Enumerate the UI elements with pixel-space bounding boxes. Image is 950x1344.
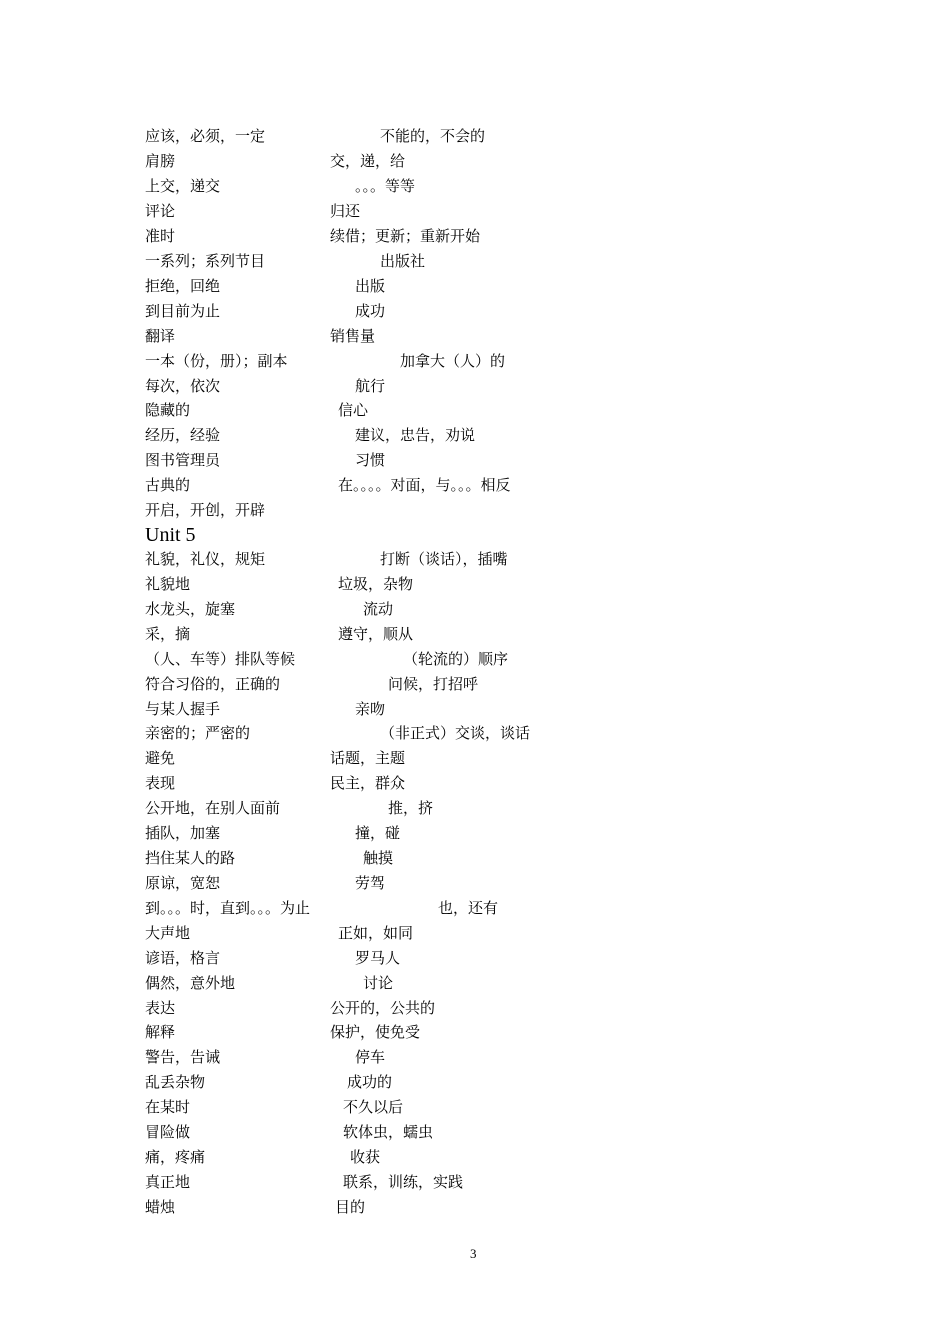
vocab-term-right: （非正式）交谈，谈话 xyxy=(380,724,531,743)
vocab-term-left: 评论 xyxy=(145,201,176,220)
vocab-term-right: 成功 xyxy=(355,301,386,320)
vocab-term-right: 劳驾 xyxy=(355,873,386,892)
vocab-term-left: 礼貌，礼仪，规矩 xyxy=(145,550,266,568)
vocab-term-right: 收获 xyxy=(350,1148,381,1167)
vocab-term-left: 翻译 xyxy=(145,326,176,345)
vocab-term-right: 续借；更新；重新开始 xyxy=(330,226,481,245)
vocab-term-left: 图书管理员 xyxy=(145,451,221,470)
vocab-term-right: 流动 xyxy=(363,599,394,618)
vocab-term-right: 触摸 xyxy=(363,849,394,868)
vocab-term-left: 水龙头，旋塞 xyxy=(145,599,236,618)
vocab-term-left: 准时 xyxy=(145,226,176,245)
vocab-term-left: 插队，加塞 xyxy=(145,824,221,843)
vocab-term-right: 成功的 xyxy=(347,1073,393,1092)
vocab-term-right: 垃圾，杂物 xyxy=(338,574,414,593)
vocab-term-left: 采，摘 xyxy=(145,624,191,643)
vocab-term-left: 挡住某人的路 xyxy=(145,849,236,868)
vocab-term-right: 也，还有 xyxy=(438,898,499,917)
vocab-term-right: 话题，主题 xyxy=(330,749,406,768)
vocab-term-right: 打断（谈话），插嘴 xyxy=(380,550,508,568)
vocab-term-right: 建议，忠告，劝说 xyxy=(355,426,476,445)
vocab-term-left: 表现 xyxy=(145,774,176,793)
vocab-term-left: 亲密的；严密的 xyxy=(145,724,251,743)
vocab-term-left: 到。。。时，直到。。。为止 xyxy=(145,898,311,917)
vocab-term-right: 软体虫，蠕虫 xyxy=(343,1123,434,1142)
vocab-term-right: （轮流的）顺序 xyxy=(403,649,509,668)
vocab-term-right: 罗马人 xyxy=(355,948,401,967)
page-number: 3 xyxy=(470,1246,477,1261)
vocab-term-left: 解释 xyxy=(145,1023,176,1042)
vocab-term-right: 联系，训练，实践 xyxy=(343,1173,464,1191)
vocab-term-right: 。。。等等 xyxy=(355,176,416,195)
vocab-term-left: （人、车等）排队等候 xyxy=(145,649,296,668)
vocab-term-left: 表达 xyxy=(145,998,176,1017)
vocab-term-left: 原谅，宽恕 xyxy=(145,873,221,892)
vocab-term-right: 推，挤 xyxy=(388,799,434,818)
vocab-term-left: 乱丢杂物 xyxy=(145,1073,206,1092)
vocab-term-right: 不能的，不会的 xyxy=(380,127,486,145)
vocab-term-right: 问候，打招呼 xyxy=(388,674,479,693)
vocab-term-left: 肩膀 xyxy=(145,151,176,170)
vocab-term-left: 符合习俗的，正确的 xyxy=(145,674,281,693)
vocab-term-left: 每次，依次 xyxy=(145,376,221,395)
vocab-term-right: 保护，使免受 xyxy=(330,1023,421,1042)
vocab-term-left: 公开地，在别人面前 xyxy=(145,799,281,818)
vocab-term-right: 公开的，公共的 xyxy=(330,998,436,1017)
vocab-term-right: 讨论 xyxy=(363,973,394,992)
vocab-term-left: 上交，递交 xyxy=(145,176,221,195)
vocab-term-left: 在某时 xyxy=(145,1098,191,1117)
vocab-term-right: 销售量 xyxy=(330,326,376,345)
vocab-term-left: 蜡烛 xyxy=(145,1197,176,1216)
vocab-term-left: 一系列；系列节目 xyxy=(145,251,266,270)
vocab-term-left: 冒险做 xyxy=(145,1123,191,1142)
vocab-term-right: 出版 xyxy=(355,276,386,295)
vocab-term-right: 遵守，顺从 xyxy=(338,624,414,643)
vocab-term-right: 出版社 xyxy=(380,251,426,270)
vocab-term-left: 一本（份，册）；副本 xyxy=(145,351,288,370)
vocab-term-left: 大声地 xyxy=(145,923,191,942)
vocab-term-left: 到目前为止 xyxy=(145,301,221,320)
vocab-term-left: 礼貌地 xyxy=(145,574,191,593)
vocab-term-right: 亲吻 xyxy=(355,699,386,718)
vocab-term-right: 信心 xyxy=(338,401,369,420)
vocab-term-right: 不久以后 xyxy=(343,1098,404,1117)
vocab-term-right: 归还 xyxy=(330,201,361,220)
vocab-term-right: 撞，碰 xyxy=(355,824,401,843)
vocab-term-left: 谚语，格言 xyxy=(145,948,221,967)
vocab-term-left: 真正地 xyxy=(145,1173,191,1191)
vocab-term-right: 加拿大（人）的 xyxy=(400,351,506,370)
unit-heading: Unit 5 xyxy=(145,524,196,546)
vocab-term-right: 习惯 xyxy=(355,451,386,470)
vocab-term-right: 在。。。。对面，与。。。相反 xyxy=(338,476,511,495)
vocab-term-left: 警告，告诫 xyxy=(145,1048,221,1067)
vocab-term-left: 开启，开创，开辟 xyxy=(145,501,266,520)
vocab-term-left: 痛，疼痛 xyxy=(145,1148,206,1167)
vocab-term-left: 偶然，意外地 xyxy=(145,973,236,992)
vocab-term-left: 拒绝，回绝 xyxy=(145,276,221,295)
vocab-term-left: 隐藏的 xyxy=(145,401,191,420)
vocab-term-left: 与某人握手 xyxy=(145,699,221,718)
vocab-term-right: 停车 xyxy=(355,1048,386,1067)
vocab-term-right: 航行 xyxy=(355,376,386,395)
vocab-term-right: 目的 xyxy=(335,1197,366,1216)
vocab-term-left: 古典的 xyxy=(145,476,191,495)
vocab-term-right: 民主，群众 xyxy=(330,774,406,793)
vocab-term-right: 交，递，给 xyxy=(330,151,406,170)
vocab-term-right: 正如，如同 xyxy=(338,923,414,942)
vocab-term-left: 应该，必须，一定 xyxy=(145,127,266,145)
vocab-term-left: 经历，经验 xyxy=(145,426,221,445)
vocab-term-left: 避免 xyxy=(145,749,176,768)
